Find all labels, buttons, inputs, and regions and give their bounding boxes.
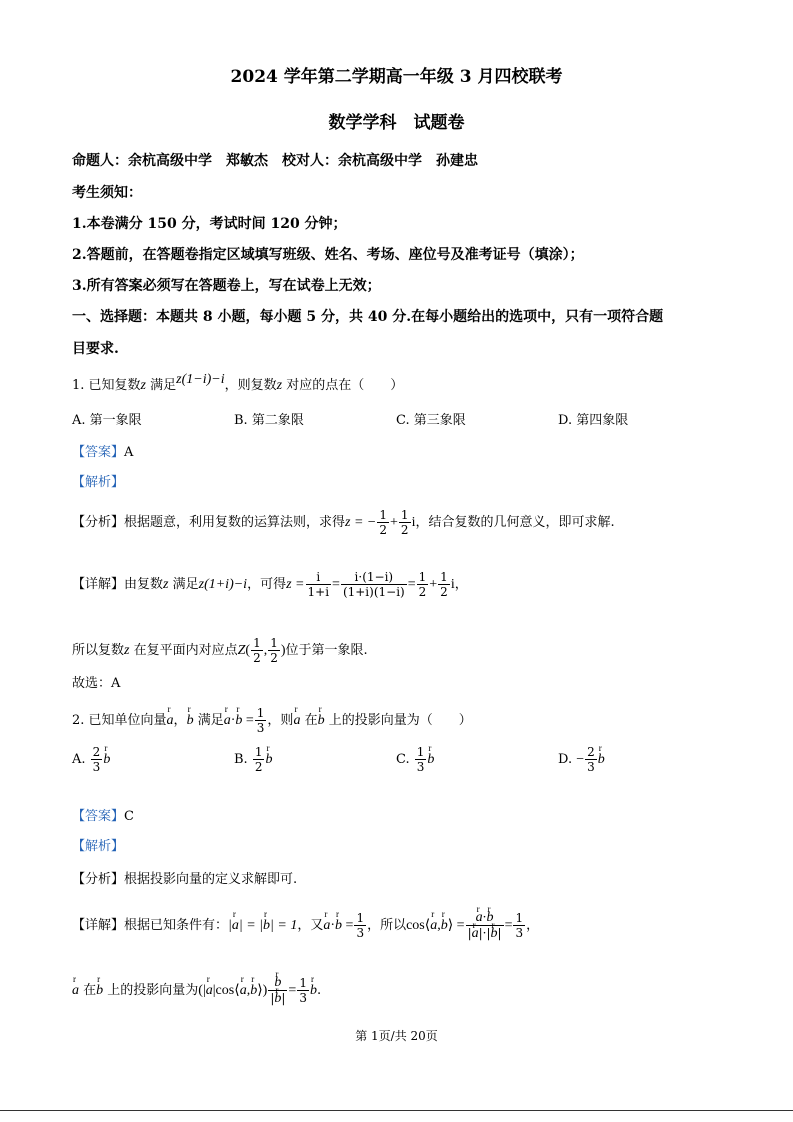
q2-fenxi: 【分析】根据投影向量的定义求解即可. xyxy=(72,872,298,887)
q2-option-a: A. $\frac{2}{3}$ r b xyxy=(72,745,110,774)
q2-option-c: C. $\frac{1}{3}$ r b xyxy=(396,745,434,774)
q1-analysis-tag: 【解析】 xyxy=(72,475,125,490)
q2-option-d: D. − $\frac{2}{3}$ r b xyxy=(558,745,605,774)
exam-title: 2024 学年第二学期高一年级 3 月四校联考 xyxy=(230,67,563,87)
notice-heading: 考生须知： xyxy=(72,185,142,201)
notice-item: 2.答题前，在答题卷指定区域填写班级、姓名、考场、座位号及准考证号（填涂）； xyxy=(72,247,584,263)
q2-xiangjie: 【详解】根据已知条件有：|r a| = |r b| = 1，又r a·r b = $\frac{1}{3}$ ，所以cos⟨r a,r b⟩ = r $\frac{\text{a·r b}}{\text{|r a|·|r b|}}$ = $\frac{1}{3}$ ， xyxy=(72,910,539,941)
section-heading-cont: 目要求. xyxy=(72,341,119,357)
notice-item: 1.本卷满分 150 分，考试时间 120 分钟； xyxy=(72,216,347,232)
q1-fenxi: 【分析】根据题意，利用复数的运算法则，求得z = − $\frac{1}{2}$ + $\frac{1}{2}$ i，结合复数的几何意义，即可求解. xyxy=(72,508,615,537)
q1-choice: 故选：A xyxy=(72,676,121,691)
q2-stem: 2. 已知单位向量r a，r b 满足r a·r b = $\frac{1}{3}$ ，则r a 在r b 上的投影向量为（ ） xyxy=(72,706,472,735)
q1-xiangjie: 【详解】由复数z 满足z(1+i)−i，可得z = $\frac{i}{1+i}$ = $\frac{i\cdot(1-i)}{(1+i)(1-i)}$ = $\frac{1}{2}$ + $\frac{1}{2}$ i， xyxy=(72,570,468,599)
exam-subtitle: 数学学科 试题卷 xyxy=(328,113,465,133)
authors-line: 命题人：余杭高级中学 郑敏杰 校对人：余杭高级中学 孙建忠 xyxy=(72,153,478,169)
q1-answer: 【答案】A xyxy=(72,445,134,460)
q1-conclusion: 所以复数z 在复平面内对应点Z( $\frac{1}{2}$ , $\frac{1}{2}$ )位于第一象限. xyxy=(72,636,368,665)
q2-projection: r a 在r b 上的投影向量为(|r a|cos⟨r a,r b⟩) r $\frac{b}{\text{|r b|}}$ = $\frac{1}{3}$ r b. xyxy=(72,975,321,1006)
q1-option-d: D. 第四象限 xyxy=(558,413,629,428)
q1-option-c: C. 第三象限 xyxy=(396,413,466,428)
notice-item: 3.所有答案必须写在答题卷上，写在试卷上无效； xyxy=(72,278,381,294)
q1-option-b: B. 第二象限 xyxy=(234,413,304,428)
q2-analysis-tag: 【解析】 xyxy=(72,839,125,854)
q2-option-b: B. $\frac{1}{2}$ r b xyxy=(234,745,272,774)
page-number: 第 1页/共 20页 xyxy=(355,1029,438,1043)
page-bottom-divider xyxy=(0,1110,793,1111)
q1-stem: 1. 已知复数z 满足z(1−i)−i，则复数z 对应的点在（ ） xyxy=(72,372,404,393)
q2-answer: 【答案】C xyxy=(72,809,134,824)
q1-option-a: A. 第一象限 xyxy=(72,413,142,428)
section-heading: 一、选择题：本题共 8 小题，每小题 5 分，共 40 分.在每小题给出的选项中，只有一项符合题 xyxy=(72,309,664,325)
